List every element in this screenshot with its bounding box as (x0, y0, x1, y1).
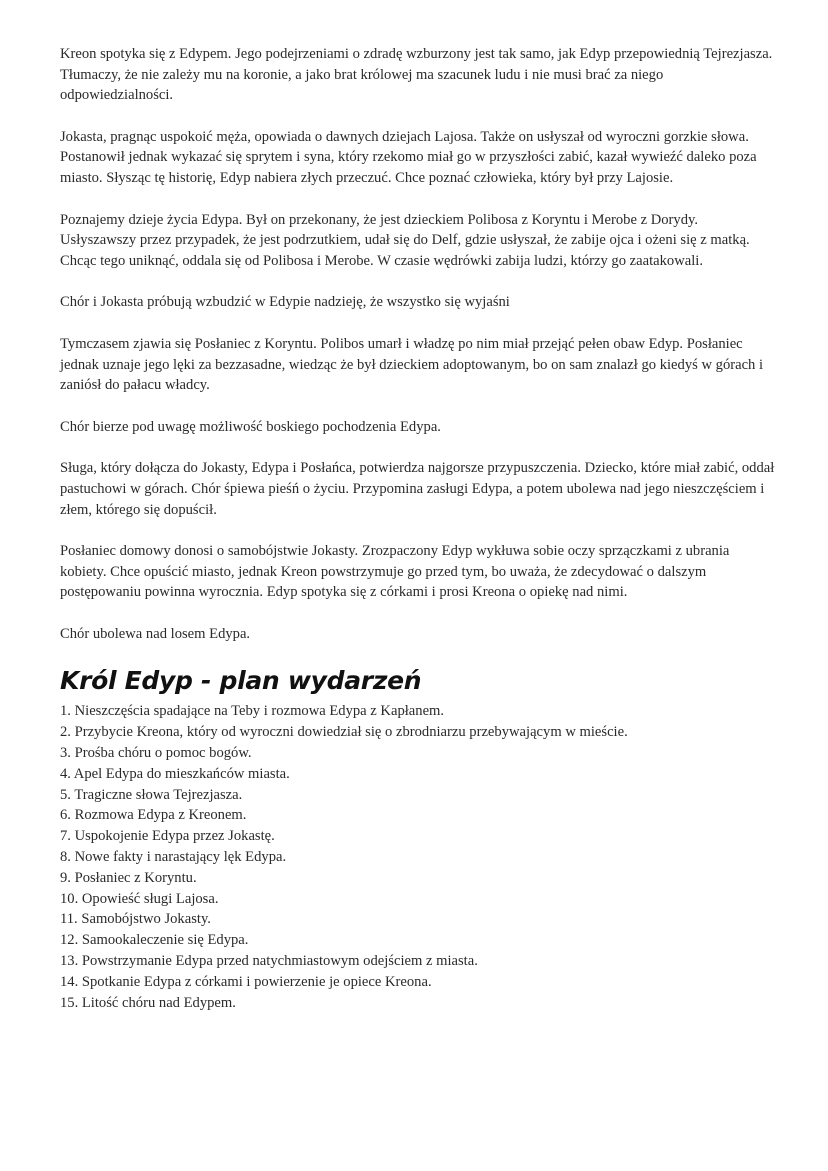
plan-item: 14. Spotkanie Edypa z córkami i powierzenie je opiece Kreona. (60, 973, 432, 990)
plan-item: 2. Przybycie Kreona, który od wyroczni dowiedział się o zbrodniarzu przebywającym w mieście. (60, 724, 628, 741)
plan-item: 8. Nowe fakty i narastający lęk Edypa. (60, 849, 287, 866)
document-content (60, 44, 775, 1013)
paragraph-servant-confirms: Sługa, który dołącza do Jokasty, Edypa i Posłańca, potwierdza najgorsze przypuszczenia. Dziecko, które miał zabić, oddał pastuchowi w górach. Chór śpiewa pieśń o życiu. Przypomina zasługi Edypa, a potem ubolewa nad jego nieszczęściem i złem, którego się dopuścił. (60, 460, 775, 518)
plan-item: 1. Nieszczęścia spadające na Teby i rozmowa Edypa z Kapłanem. (60, 703, 445, 720)
paragraph-chor-laments: Chór ubolewa nad losem Edypa. (60, 625, 251, 642)
plan-item: 13. Powstrzymanie Edypa przed natychmiastowym odejściem z miasta. (60, 953, 478, 970)
paragraph-jokasta-suicide: Posłaniec domowy donosi o samobójstwie Jokasty. Zrozpaczony Edyp wykłuwa sobie oczy sprzączkami z ubrania kobiety. Chce opuścić miasto, jednak Kreon powstrzymuje go przed tym, bo uważa, że zdecydować o dalszym postępowaniu powinna wyrocznia. Edyp spotyka się z córkami i prosi Kreona o opiekę nad nimi. (60, 543, 730, 601)
plan-item: 4. Apel Edypa do mieszkańców miasta. (60, 765, 290, 782)
plan-item: 5. Tragiczne słowa Tejrezjasza. (60, 786, 243, 803)
paragraph-chor-hope: Chór i Jokasta próbują wzbudzić w Edypie nadzieję, że wszystko się wyjaśni (60, 294, 510, 311)
paragraph-jokasta-story: Jokasta, pragnąc uspokoić męża, opowiada o dawnych dziejach Lajosa. Także on usłyszał od wyroczni gorzkie słowa. Postanowił jednak wykazać się sprytem i syna, który rzekomo miał go w przyszłości zabić, kazał wywieźć daleko poza miasto. Słysząc tę historię, Edyp nabiera złych przeczuć. Chce poznać człowieka, który był przy Lajosie. (60, 128, 757, 186)
paragraph-messenger-corinth: Tymczasem zjawia się Posłaniec z Koryntu. Polibos umarł i władzę po nim miał przejąć pełen obaw Edyp. Posłaniec jednak uznaje jego lęki za bezzasadne, wiedząc że był dzieckiem adoptowanym, bo on sam znalazł go kiedyś w górach i zaniósł do pałacu władcy. (60, 335, 764, 394)
plan-item: 3. Prośba chóru o pomoc bogów. (60, 745, 252, 762)
plan-item: 11. Samobójstwo Jokasty. (60, 911, 211, 928)
paragraph-edyp-history: Poznajemy dzieje życia Edypa. Był on przekonany, że jest dzieckiem Polibosa z Koryntu i Merobe z Dorydy. Usłyszawszy przez przypadek, że jest podrzutkiem, udał się do Delf, gdzie usłyszał, że zabije ojca i ożeni się z matką. Chcąc tego uniknąć, oddala się od Polibosa i Merobe. W czasie wędrówki zabija ludzi, którzy go zaatakowali. (60, 211, 750, 269)
paragraph-kreon-meets-edyp: Kreon spotyka się z Edypem. Jego podejrzeniami o zdradę wzburzony jest tak samo, jak Edyp przepowiednią Tejrezjasza. Tłumaczy, że nie zależy mu na koronie, a jako brat królowej ma szacunek ludu i nie musi brać za niego odpowiedzialności. (60, 46, 773, 104)
plan-item: 10. Opowieść sługi Lajosa. (60, 890, 219, 907)
event-plan-list (60, 701, 775, 1013)
plan-item: 7. Uspokojenie Edypa przez Jokastę. (60, 828, 275, 845)
plan-item: 12. Samookaleczenie się Edypa. (60, 932, 249, 949)
section-heading: Król Edyp - plan wydarzeń (60, 666, 422, 696)
plan-item: 9. Posłaniec z Koryntu. (60, 869, 197, 886)
plan-item: 15. Litość chóru nad Edypem. (60, 994, 236, 1011)
paragraph-divine-origin: Chór bierze pod uwagę możliwość boskiego pochodzenia Edypa. (60, 418, 441, 435)
plan-item: 6. Rozmowa Edypa z Kreonem. (60, 807, 247, 824)
